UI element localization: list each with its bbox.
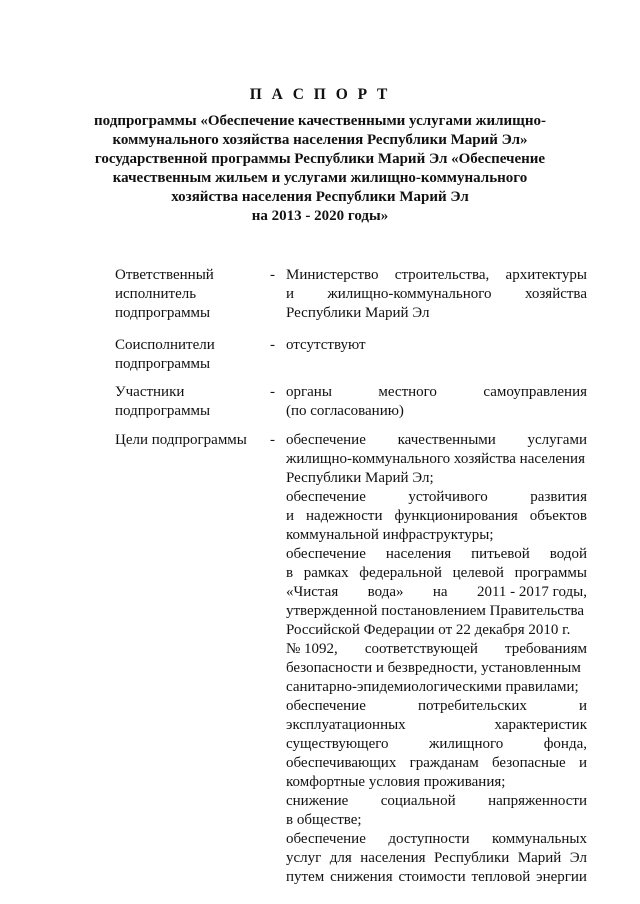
value-word: населения	[360, 850, 426, 866]
row-value-line	[286, 678, 587, 697]
row-value-line	[286, 526, 587, 545]
value-word: для	[329, 850, 352, 866]
row-label-line: исполнитель	[115, 286, 197, 302]
value-word: в	[286, 565, 294, 581]
row-value	[286, 431, 587, 887]
value-word: услуг	[286, 850, 322, 866]
value-word: снижения	[330, 869, 393, 885]
row-value-line	[286, 716, 587, 735]
value-word: устойчивого	[408, 489, 488, 505]
value-word: местного	[378, 384, 437, 400]
value-word: коммунальных	[492, 831, 587, 847]
value-word: на	[432, 584, 448, 600]
value-word: социальной	[380, 793, 456, 809]
value-word: жилищно-коммунального хозяйства населения	[286, 451, 585, 467]
value-word: эксплуатационных	[286, 717, 406, 733]
value-word: и	[578, 698, 587, 714]
value-word: качественными	[397, 432, 496, 448]
row-value-line	[286, 285, 587, 304]
row-value-line	[286, 266, 587, 285]
row-label-line: Участники	[115, 384, 185, 400]
value-word: органы	[286, 384, 332, 400]
row-value	[286, 383, 587, 421]
value-word: питьевой	[471, 546, 530, 562]
row-value-line	[286, 640, 587, 659]
value-word: путем	[286, 869, 325, 885]
value-word: безопасные	[491, 755, 566, 771]
value-word: санитарно-эпидемиологическими правилами;	[286, 679, 579, 695]
value-word: хозяйства	[524, 286, 587, 302]
subtitle-line: коммунального хозяйства населения Республики Марий Эл»	[112, 132, 528, 148]
row-value-line	[286, 304, 587, 323]
value-word: обеспечение	[286, 546, 366, 562]
row-value-line	[286, 602, 587, 621]
row-value-line	[286, 735, 587, 754]
row-label-line: подпрограммы	[115, 305, 211, 321]
row-value-line	[286, 849, 587, 868]
row-label	[115, 383, 265, 421]
value-word: Республики Марий Эл	[286, 305, 430, 321]
value-word: соответствующей	[364, 641, 478, 657]
row-value-line	[286, 383, 587, 402]
value-word: № 1092,	[286, 641, 338, 657]
value-word: утвержденной постановлением Правительства	[286, 603, 585, 619]
row-value	[286, 266, 587, 323]
row-value-line	[286, 659, 587, 678]
row-value-line	[286, 697, 587, 716]
row-value-line	[286, 621, 587, 640]
value-word: населения	[385, 546, 452, 562]
row-value-line	[286, 402, 587, 421]
value-word: надежности	[306, 508, 383, 524]
row-value-line	[286, 431, 587, 450]
value-word: существующего	[286, 736, 389, 752]
value-word: Республики	[434, 850, 510, 866]
value-word: гражданам	[409, 755, 479, 771]
value-word: обеспечение	[286, 698, 366, 714]
row-value-line	[286, 583, 587, 602]
value-word: коммунальной инфраструктуры;	[286, 527, 494, 543]
row-value-line	[286, 545, 587, 564]
row-label-line: Соисполнители	[115, 337, 215, 353]
document-title: П А С П О Р Т	[249, 86, 391, 103]
row-value-line	[286, 830, 587, 849]
row-label	[115, 266, 265, 323]
value-word: вода»	[367, 584, 404, 600]
value-word: строительства,	[394, 267, 490, 283]
value-word: обеспечение	[286, 432, 366, 448]
row-value-line	[286, 811, 587, 830]
value-word: самоуправления	[483, 384, 587, 400]
value-word: жилищно-коммунального	[327, 286, 492, 302]
value-word: программы	[514, 565, 587, 581]
value-word: потребительских	[417, 698, 527, 714]
value-word: безопасности и безвредности, установленным	[286, 660, 581, 676]
row-dash: -	[270, 267, 275, 283]
subtitle-line: хозяйства населения Республики Марий Эл	[171, 189, 469, 205]
row-value-line	[286, 488, 587, 507]
row-value	[286, 336, 587, 355]
value-word: федеральной	[359, 565, 442, 581]
value-word: стоимости	[398, 869, 466, 885]
value-word: рамках	[303, 565, 349, 581]
value-word: требованиям	[504, 641, 587, 657]
value-word: обеспечение	[286, 489, 366, 505]
value-word: и	[578, 755, 587, 771]
row-label-line: подпрограммы	[115, 356, 211, 372]
value-word: услугами	[527, 432, 587, 448]
row-dash: -	[270, 432, 275, 448]
subtitle-line: качественным жильем и услугами жилищно-коммунального	[112, 170, 528, 186]
value-word: и	[286, 508, 295, 524]
value-word: тепловой	[471, 869, 531, 885]
row-value-line	[286, 450, 587, 469]
value-word: (по согласованию)	[286, 403, 404, 419]
value-word: комфортные условия проживания;	[286, 774, 506, 790]
row-value-line	[286, 507, 587, 526]
subtitle-line: государственной программы Республики Марий Эл «Обеспечение	[94, 151, 546, 167]
row-dash: -	[270, 384, 275, 400]
row-value-line	[286, 564, 587, 583]
row-label-line: Ответственный	[115, 267, 214, 283]
value-word: Эл	[569, 850, 587, 866]
value-word: развития	[530, 489, 587, 505]
value-word: характеристик	[494, 717, 587, 733]
row-value-line	[286, 773, 587, 792]
row-value-line	[286, 792, 587, 811]
value-word: и	[286, 286, 295, 302]
value-word: фонда,	[543, 736, 587, 752]
value-word: архитектуры	[505, 267, 587, 283]
value-word: в обществе;	[286, 812, 362, 828]
value-word: водой	[549, 546, 587, 562]
subtitle-line: на 2013 - 2020 годы»	[251, 208, 389, 224]
row-label-line: подпрограммы	[115, 403, 211, 419]
subtitle-line: подпрограммы «Обеспечение качественными услугами жилищно-	[94, 113, 546, 129]
row-value-line	[286, 336, 587, 355]
value-word: «Чистая	[286, 584, 339, 600]
value-word: снижение	[286, 793, 349, 809]
row-value-line	[286, 868, 587, 887]
row-value-line	[286, 754, 587, 773]
value-word: Российской Федерации от 22 декабря 2010 г.	[286, 622, 571, 638]
value-word: обеспечение	[286, 831, 366, 847]
row-label	[115, 431, 265, 450]
value-word: 2011 - 2017 годы,	[476, 584, 587, 600]
value-word: Марий	[517, 850, 562, 866]
value-word: доступности	[388, 831, 470, 847]
value-word: функционирования	[394, 508, 518, 524]
value-word: Республики Марий Эл;	[286, 470, 434, 486]
value-word: обеспечивающих	[286, 755, 397, 771]
row-label-line: Цели подпрограммы	[115, 432, 247, 448]
value-word: жилищного	[428, 736, 504, 752]
row-dash: -	[270, 337, 275, 353]
value-word: Министерство	[286, 267, 379, 283]
value-word: напряженности	[488, 793, 587, 809]
value-word: объектов	[529, 508, 587, 524]
document-subtitle	[90, 112, 550, 226]
value-word: отсутствуют	[286, 337, 366, 353]
row-value-line	[286, 469, 587, 488]
value-word: энергии	[536, 869, 587, 885]
value-word: целевой	[452, 565, 504, 581]
row-label	[115, 336, 265, 374]
